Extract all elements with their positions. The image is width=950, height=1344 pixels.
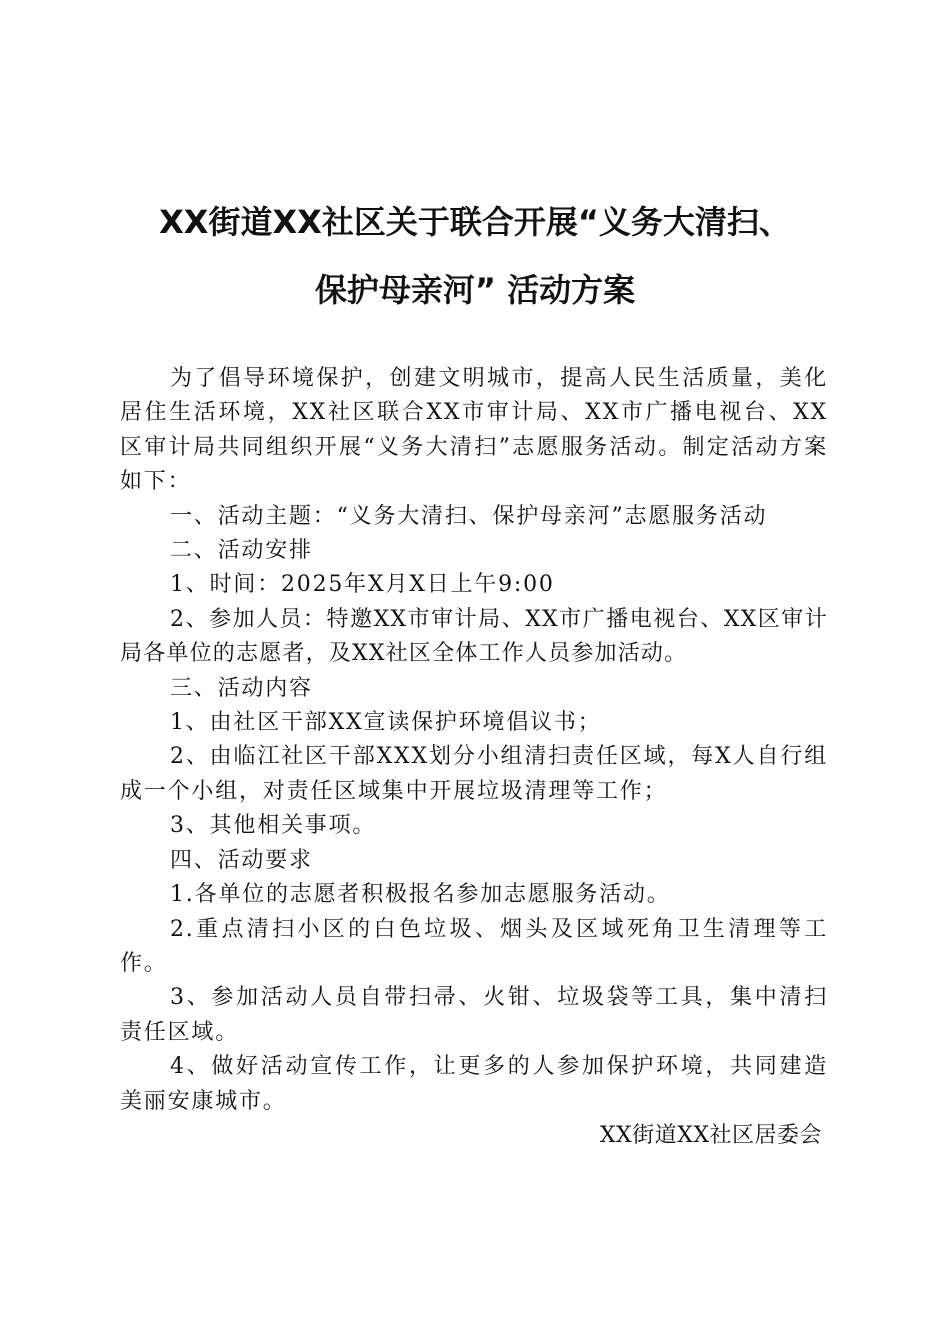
- section-4-item-3: 3、参加活动人员自带扫帚、火钳、垃圾袋等工具，集中清扫责任区域。: [120, 985, 828, 1045]
- section-2-item-participants: 2、参加人员：特邀XX市审计局、XX市广播电视台、XX区审计局各单位的志愿者，及XX社区全体工作人员参加活动。: [120, 606, 828, 667]
- document-title-line-2: 保护母亲河” 活动方案: [314, 271, 636, 309]
- section-3-item-1: 1、由社区干部XX宣读保护环境倡议书；: [170, 710, 602, 736]
- document-body: [120, 362, 828, 1153]
- section-4-item-2: 2.重点清扫小区的白色垃圾、烟头及区域死角卫生清理等工作。: [120, 916, 828, 976]
- intro-paragraph: 为了倡导环境保护，创建文明城市，提高人民生活质量，美化居住生活环境，XX社区联合XX市审计局、XX市广播电视台、XX区审计局共同组织开展“义务大清扫”志愿服务活动。制定活动方案如下：: [120, 366, 828, 495]
- signature: XX街道XX社区居委会: [599, 1122, 822, 1148]
- section-4-heading: 四、活动要求: [170, 847, 313, 873]
- section-2-item-time: 1、时间：2025年X月X日上午9:00: [170, 572, 555, 598]
- section-3-heading: 三、活动内容: [170, 675, 313, 701]
- section-3-item-2: 2、由临江社区干部XXX划分小组清扫责任区域，每X人自行组成一个小组，对责任区域集中开展垃圾清理等工作；: [120, 744, 828, 804]
- section-1-theme: 一、活动主题：“义务大清扫、保护母亲河”志愿服务活动: [170, 503, 768, 529]
- section-4-item-4: 4、做好活动宣传工作，让更多的人参加保护环境，共同建造美丽安康城市。: [120, 1054, 828, 1114]
- document-title-line-1: XX街道XX社区关于联合开展“义务大清扫、: [159, 203, 791, 241]
- section-2-heading: 二、活动安排: [170, 538, 313, 564]
- section-4-item-1: 1.各单位的志愿者积极报名参加志愿服务活动。: [170, 882, 671, 908]
- section-3-item-3: 3、其他相关事项。: [170, 813, 377, 839]
